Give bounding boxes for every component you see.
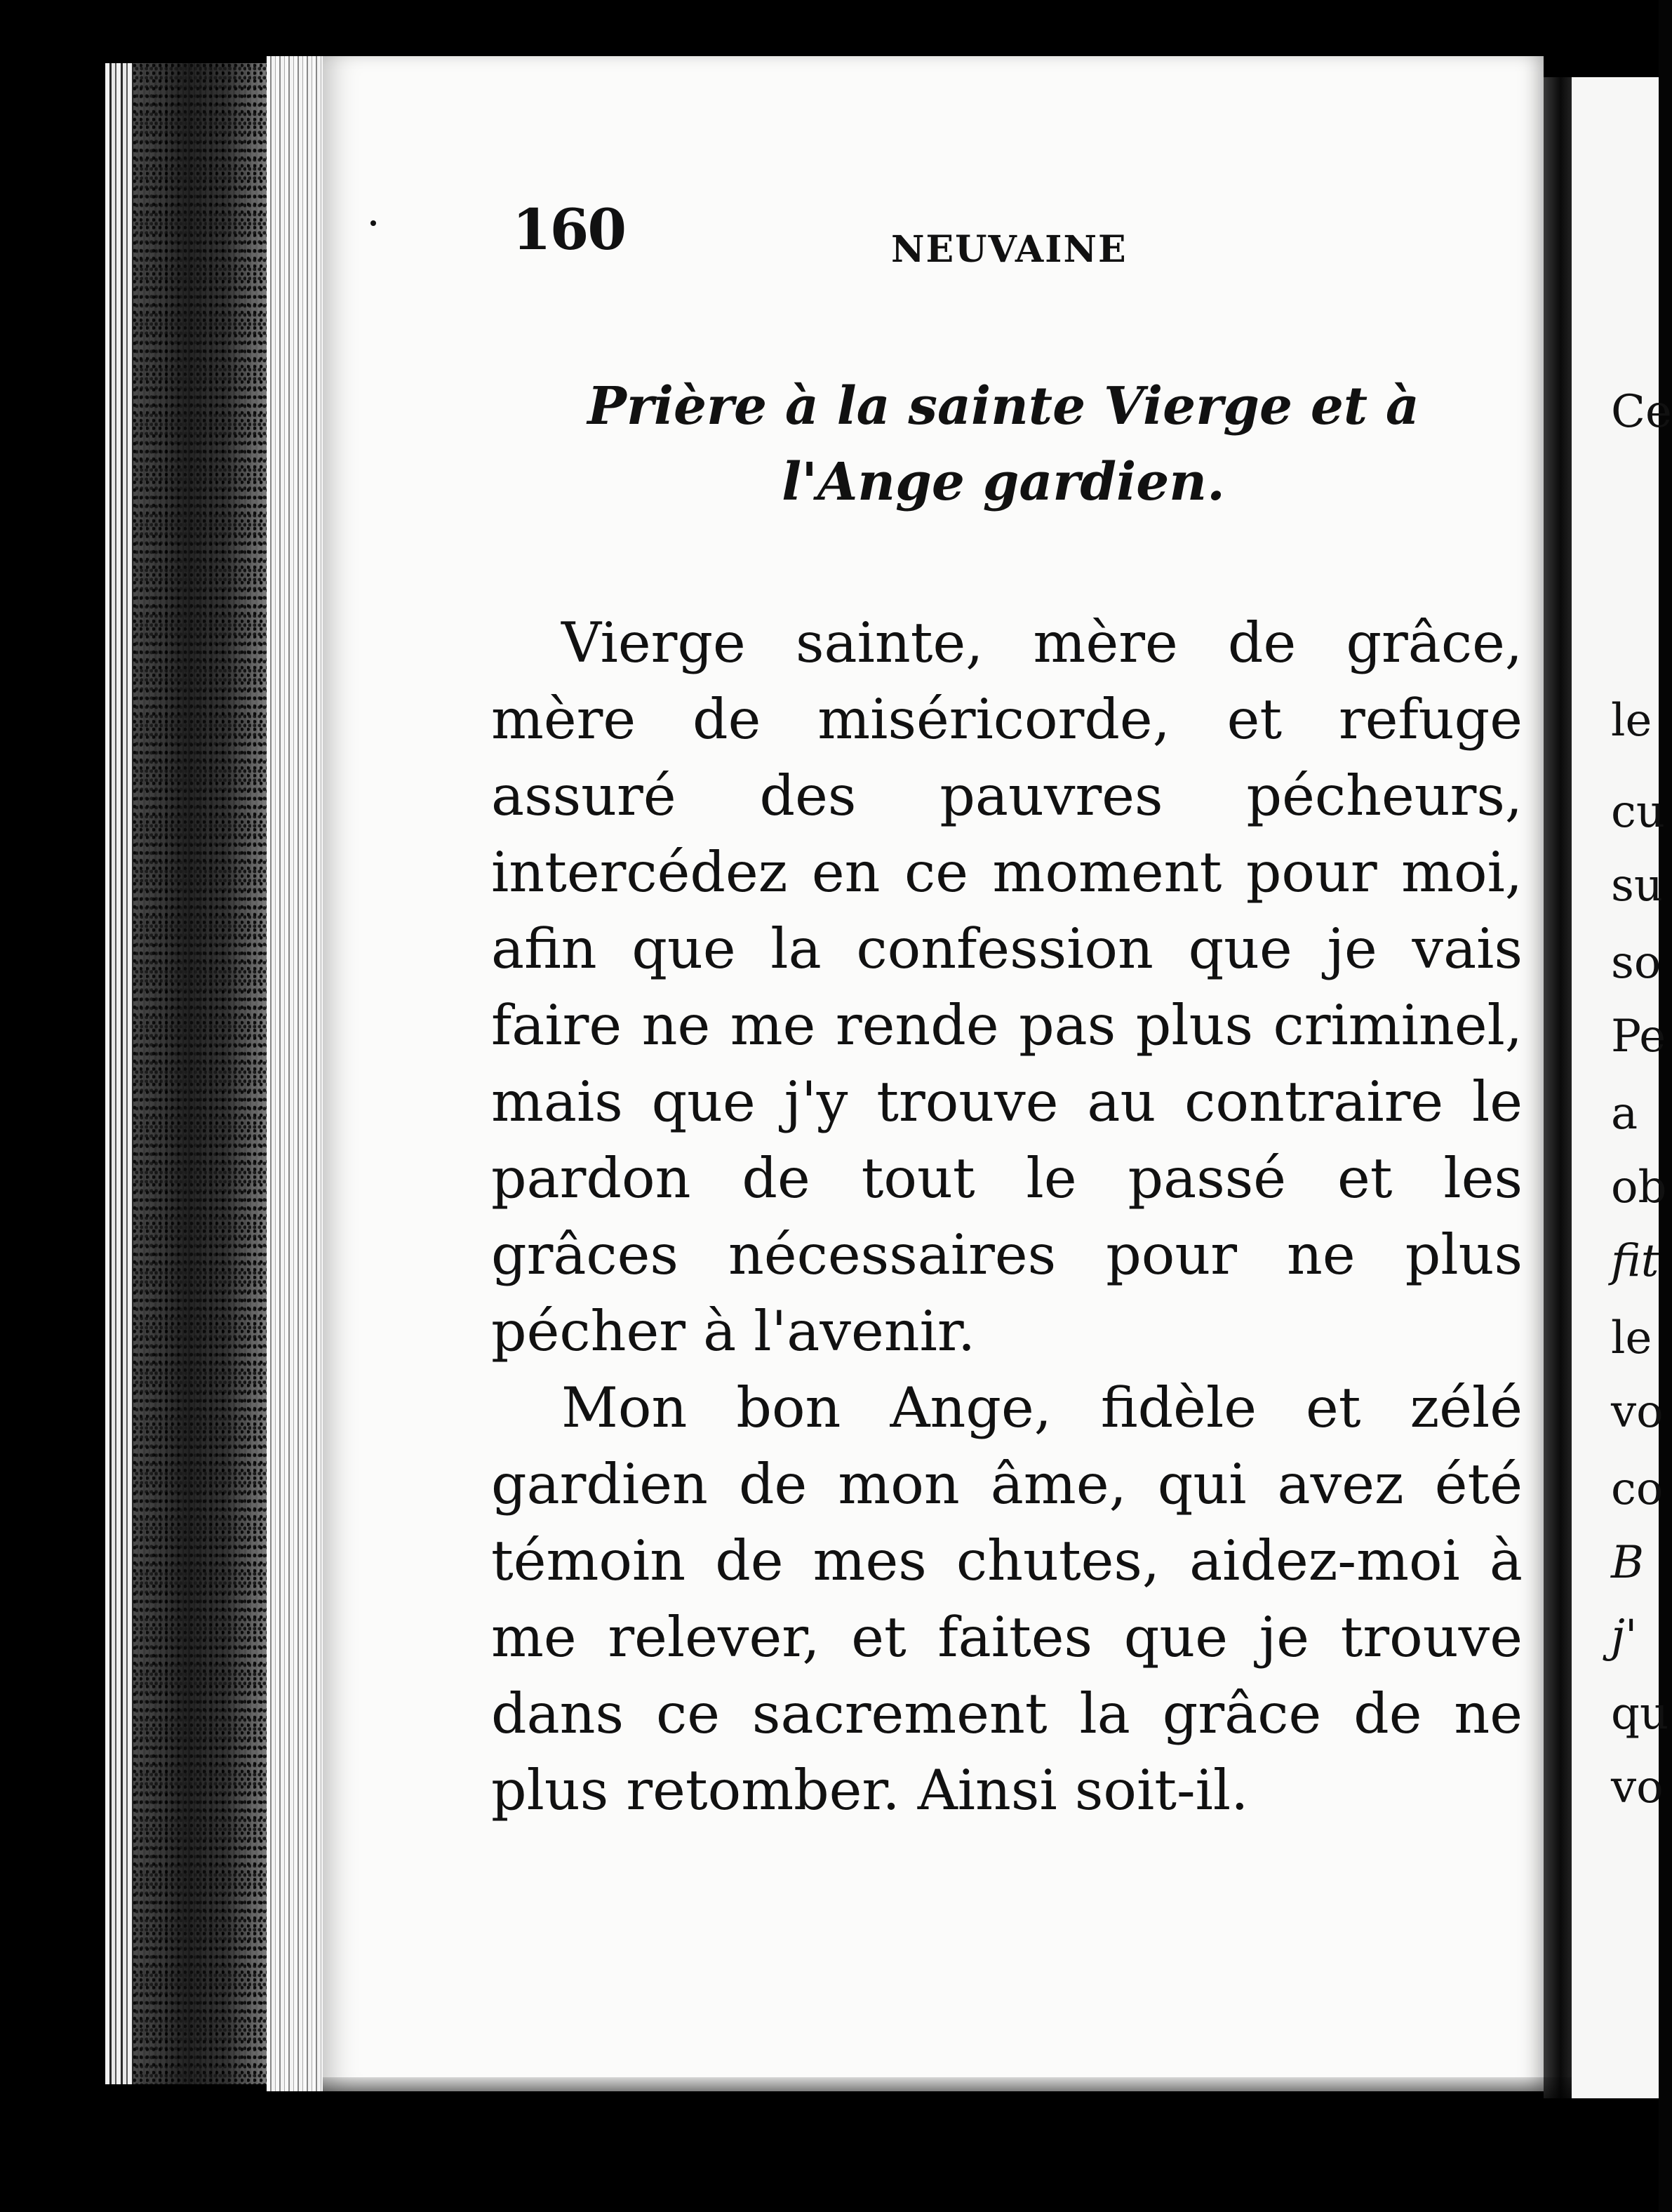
facing-fragment: Pe	[1611, 1011, 1666, 1062]
facing-fragment: fit	[1611, 1235, 1659, 1287]
facing-page-text	[1611, 0, 1672, 2212]
page-number: 160	[512, 196, 625, 262]
facing-fragment: co	[1611, 1463, 1664, 1515]
facing-fragment: ob	[1611, 1161, 1667, 1213]
facing-fragment: a	[1611, 1088, 1638, 1140]
paragraph: Mon bon Ange, fidèle et zélé gardien de mon âme, qui avez été témoin de mes chutes, aidez-moi à me relever, et faites que je trouve dans ce sacrement la grâce de ne plus retomber. Ainsi soit-il.	[491, 1375, 1523, 1823]
facing-fragment: qu	[1611, 1688, 1669, 1740]
ink-speck	[370, 220, 376, 226]
facing-fragment: su	[1611, 860, 1664, 912]
page-edges	[267, 56, 323, 2091]
paragraph: Vierge sainte, mère de grâce, mère de miséricorde, et refuge assuré des pauvres pécheurs, intercédez en ce moment pour moi, afin que la confession que je vais faire ne me rende pas plus criminel, mais que j'y trouve au contraire le pardon de tout le passé et les grâces nécessaires pour ne plus pécher à l'avenir.	[491, 611, 1523, 1364]
page-stack-shadow	[133, 63, 267, 2084]
facing-fragment: Ce	[1611, 386, 1672, 438]
book-gutter	[1544, 77, 1572, 2098]
prayer-body	[491, 605, 1523, 1829]
page-bottom-shadow	[323, 2077, 1572, 2098]
facing-fragment: vo	[1611, 1761, 1664, 1813]
running-head: NEUVAINE	[891, 228, 1128, 271]
facing-fragment: vo	[1611, 1386, 1664, 1438]
facing-fragment: le	[1611, 1312, 1652, 1364]
facing-fragment: cu	[1611, 786, 1666, 838]
prayer-title: Prière à la sainte Vierge et à l'Ange gardien.	[587, 376, 1419, 512]
facing-fragment: so	[1611, 937, 1661, 989]
facing-fragment: B	[1611, 1537, 1645, 1589]
facing-fragment: j'	[1611, 1611, 1638, 1663]
facing-fragment: le	[1611, 695, 1652, 747]
